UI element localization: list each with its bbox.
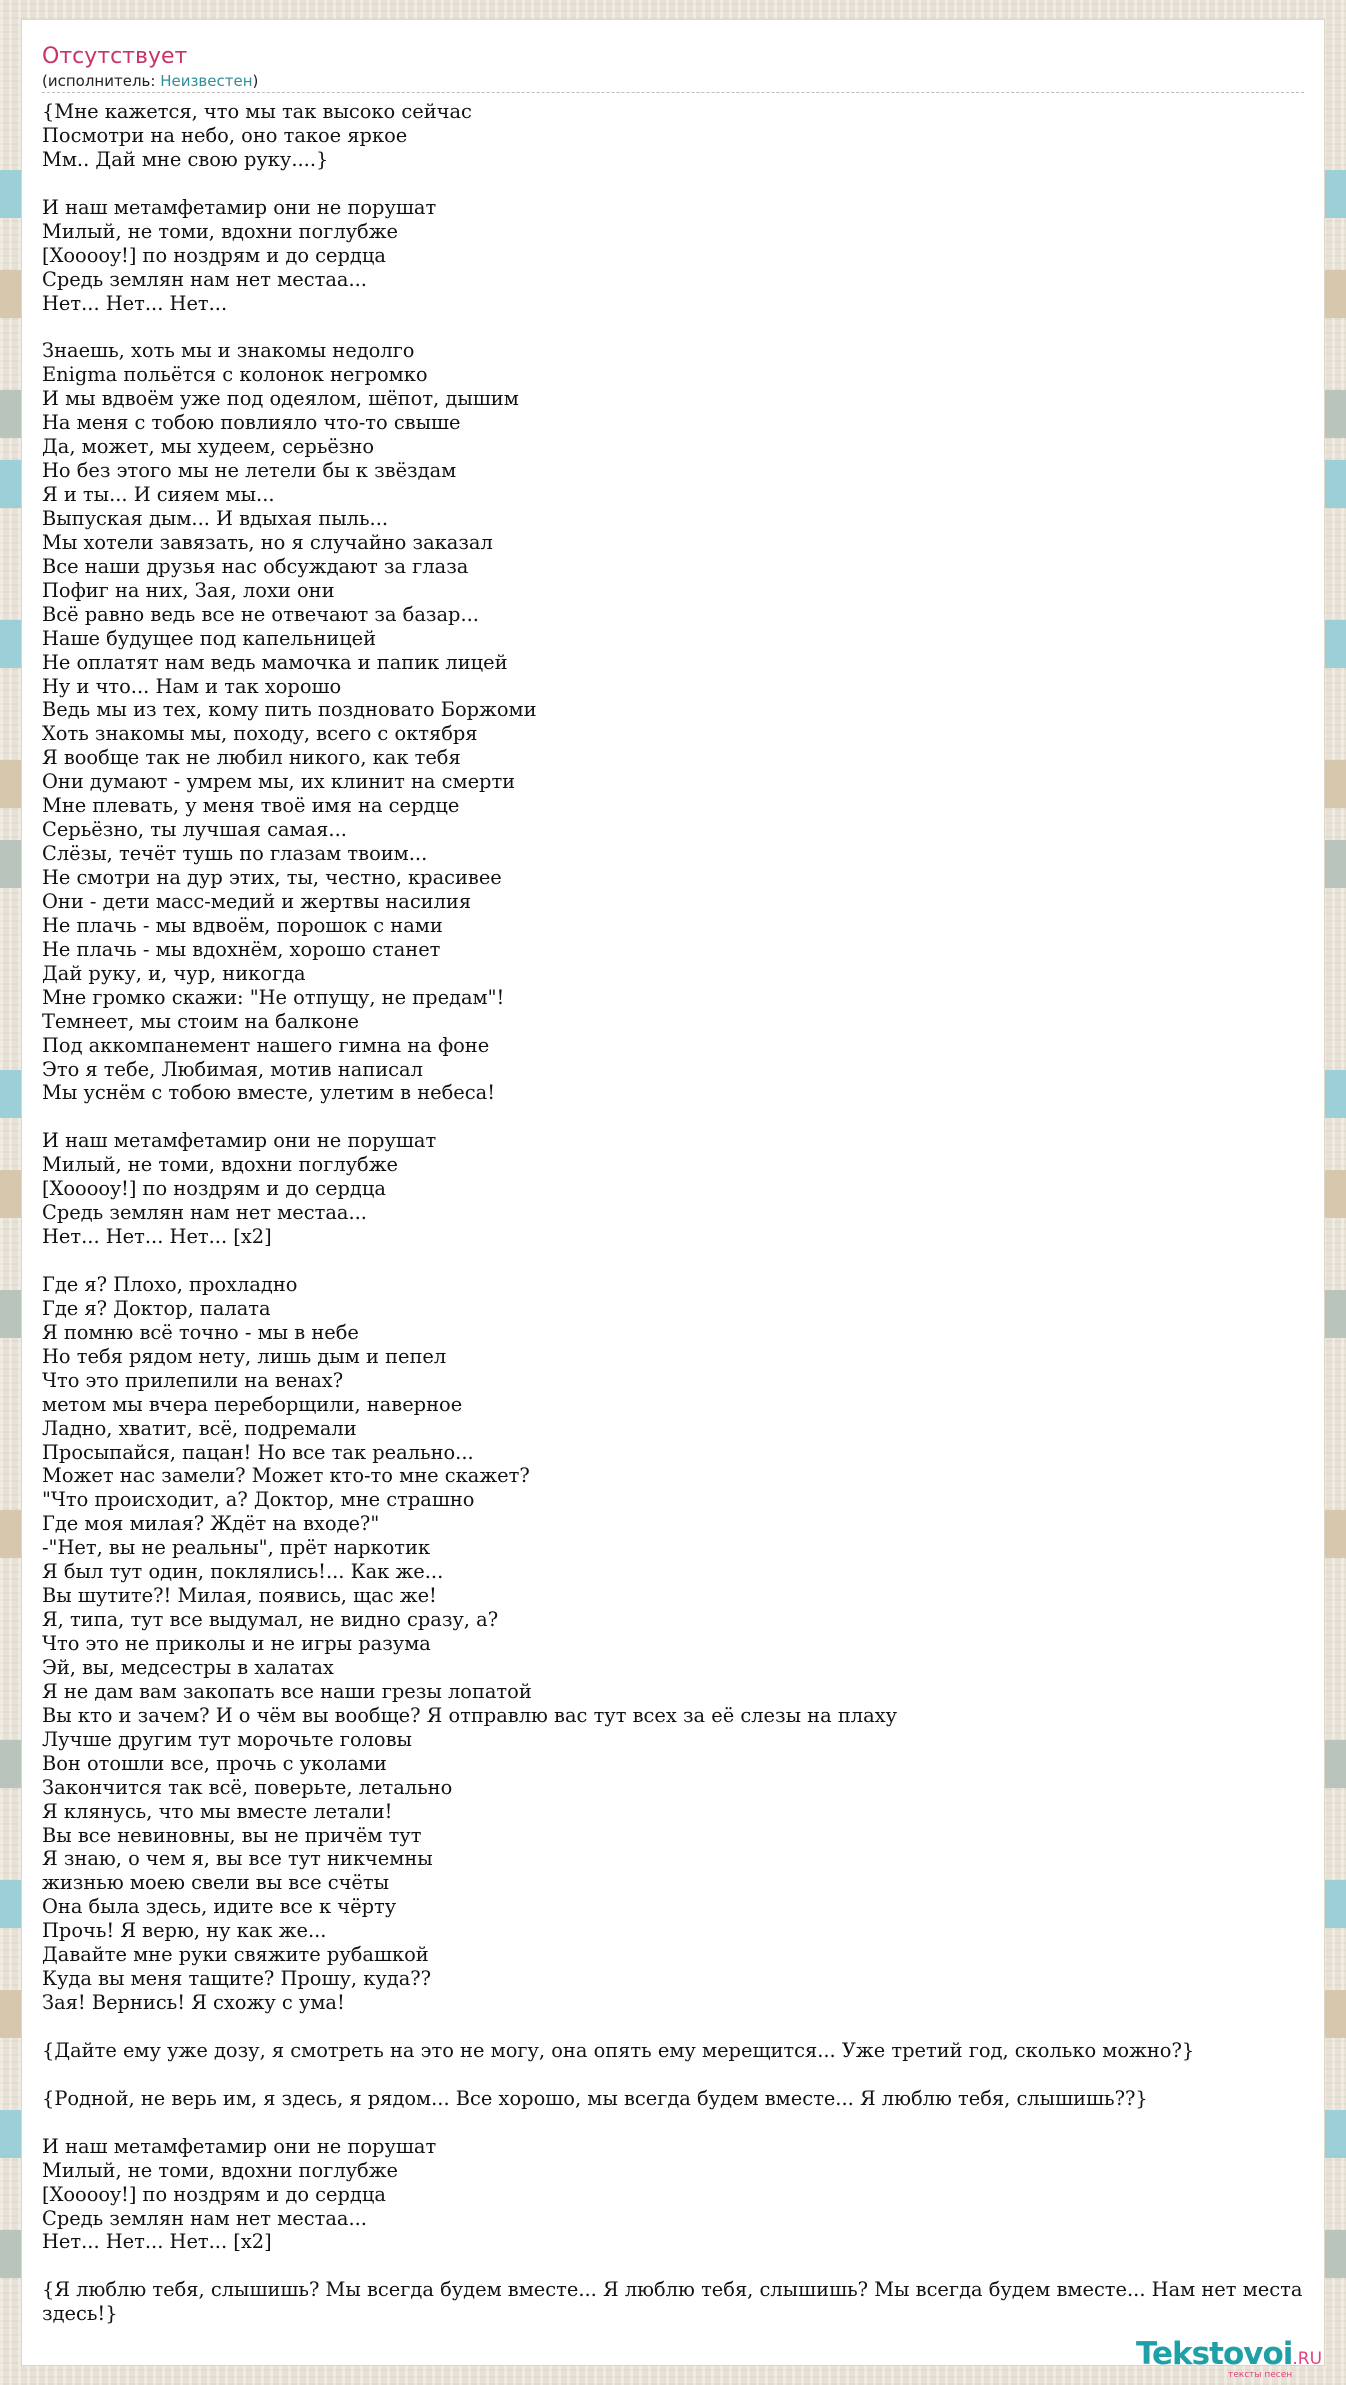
lyric-blank-line [42,315,1332,339]
lyric-line: Хоть знакомы мы, походу, всего с октября [42,722,478,746]
lyric-line: Ведь мы из тех, кому пить поздновато Боржоми [42,698,537,722]
lyric-line: {Я люблю тебя, слышишь? Мы всегда будем вместе... Я люблю тебя, слышишь? Мы всегда будем вместе... Нам нет места здесь!} [42,2278,1309,2326]
lyric-line: Я не дам вам закопать все наши грезы лопатой [42,1679,532,1703]
lyric-line: Я, типа, тут все выдумал, не видно сразу, а? [42,1608,499,1632]
lyric-line: Зая! Вернись! Я схожу с ума! [42,1991,345,2015]
lyric-line: Я был тут один, поклялись!... Как же... [42,1560,444,1584]
lyric-line: Но тебя рядом нету, лишь дым и пепел [42,1344,447,1368]
lyric-line: Просыпайся, пацан! Но все так реально... [42,1440,474,1464]
artist-suffix: ) [252,72,259,90]
lyric-line: Я клянусь, что мы вместе летали! [42,1799,393,1823]
lyric-line: Всё равно ведь все не отвечают за базар... [42,602,479,626]
lyric-line: Где моя милая? Ждёт на входе?" [42,1512,380,1536]
lyric-blank-line [42,1249,1332,1273]
lyric-line: Вы все невиновны, вы не причём тут [42,1823,422,1847]
lyric-line: Выпуская дым... И вдыхая пыль... [42,506,389,530]
lyric-line: Не смотри на дур этих, ты, честно, красивее [42,866,502,889]
lyric-line: Они думают - умрем мы, их клинит на смерти [42,770,516,794]
lyric-line: Все наши друзья нас обсуждают за глаза [42,554,469,578]
lyric-line: Это я тебе, Любимая, мотив написал [42,1057,423,1081]
lyric-line: Наше будущее под капельницей [42,626,377,650]
lyric-line: И наш метамфетамир они не порушат [42,2134,437,2158]
lyric-line: Закончится так всё, поверьте, летально [42,1775,453,1799]
song-title: Отсутствует [42,44,188,69]
lyric-line: {Родной, не верь им, я здесь, я рядом... Все хорошо, мы всегда будем вместе... Я люблю тебя, слышишь??} [42,2086,1148,2110]
lyric-line: И наш метамфетамир они не порушат [42,195,437,219]
lyric-line: Вон отошли все, прочь с уколами [42,1751,387,1775]
lyric-line: Мне плевать, у меня твоё имя на сердце [42,794,460,818]
lyric-line: {Дайте ему уже дозу, я смотреть на это не могу, она опять ему мерещится... Уже третий год, сколько можно?} [42,2038,1195,2062]
lyric-line: [Хоoooy!] по ноздрям и до сердца [42,2182,386,2206]
lyric-blank-line [42,172,1332,196]
lyric-line: Давайте мне руки свяжите рубашкой [42,1943,429,1967]
lyric-line: Что это прилепили на венах? [42,1368,344,1392]
logo-name: Tekstovoi [1136,2336,1293,2372]
lyric-line: -"Нет, вы не реальны", прёт наркотик [42,1536,431,1560]
lyric-blank-line [42,2063,1332,2087]
artist-line [42,72,1304,90]
lyric-line: Средь землян нам нет местаа... [42,1201,367,1225]
lyric-line: Я вообще так не любил никого, как тебя [42,746,461,770]
lyric-line: Да, может, мы худеем, серьёзно [42,435,375,459]
lyric-line: Не плачь - мы вдохнём, хорошо станет [42,937,441,961]
lyric-line: Вы шутите?! Милая, появись, щас же! [42,1584,437,1608]
song-header [42,42,1304,93]
lyric-line: Темнеет, мы стоим на балконе [42,1009,359,1033]
lyric-line: Пофиг на них, Зая, лохи они [42,578,335,602]
lyric-line: Я и ты... И сияем мы... [42,483,275,506]
lyric-line: Где я? Плохо, прохладно [42,1272,298,1296]
lyric-line: И наш метамфетамир они не порушат [42,1129,437,1153]
lyric-line: И мы вдвоём уже под одеялом, шёпот, дышим [42,387,519,411]
lyric-line: Вы кто и зачем? И о чём вы вообще? Я отправлю вас тут всех за её слезы на плаху [42,1703,897,1727]
lyric-line: Мы хотели завязать, но я случайно заказал [42,530,493,554]
lyric-line: Они - дети масс-медий и жертвы насилия [42,889,472,913]
lyric-line: Мм.. Дай мне свою руку....} [42,147,329,171]
lyric-line: Знаешь, хоть мы и знакомы недолго [42,339,415,363]
lyric-line: Может нас замели? Может кто-то мне скажет? [42,1464,530,1488]
lyric-line: Мне громко скажи: "Не отпущу, не предам"! [42,985,505,1009]
lyric-line: Нет... Нет... Нет... [x2] [42,2230,272,2254]
lyric-line: метом мы вчера переборщили, наверное [42,1392,463,1416]
lyric-line: Милый, не томи, вдохни поглубже [42,1153,399,1177]
lyric-line: Под аккомпанемент нашего гимна на фоне [42,1033,490,1057]
lyric-line: Ладно, хватит, всё, подремали [42,1416,357,1440]
lyrics-text [42,100,1332,2326]
lyric-line: Нет... Нет... Нет... [42,291,228,315]
lyric-line: На меня с тобою повлияло что-то свыше [42,411,461,435]
content-sheet [22,20,1324,2380]
lyric-blank-line [42,2015,1332,2039]
lyric-line: Она была здесь, идите все к чёрту [42,1895,397,1919]
site-logo[interactable] [1136,2338,1346,2380]
lyric-line: Ну и что... Нам и так хорошо [42,674,342,698]
logo-domain: .RU [1292,2349,1323,2369]
artist-prefix: (исполнитель: [42,72,161,90]
lyric-line: Куда вы меня тащите? Прошу, куда?? [42,1967,432,1991]
lyric-line: Посмотри на небо, оно такое яркое [42,123,408,147]
lyric-blank-line [42,1105,1332,1129]
lyric-line: Нет... Нет... Нет... [x2] [42,1225,272,1249]
lyric-line: {Мне кажется, что мы так высоко сейчас [42,100,472,123]
lyric-blank-line [42,2254,1332,2278]
logo-tagline: тексты песен [1228,2370,1293,2380]
lyric-line: Милый, не томи, вдохни поглубже [42,219,399,243]
lyric-line: Дай руку, и, чур, никогда [42,961,306,985]
lyric-line: Не оплатят нам ведь мамочка и папик лицей [42,650,508,674]
lyric-line: Enigma польётся с колонок негромко [42,363,428,387]
artist-link[interactable]: Неизвестен [160,72,253,90]
lyric-line: Лучше другим тут морочьте головы [42,1727,412,1751]
lyric-line: Не плачь - мы вдвоём, порошок с нами [42,913,443,937]
lyric-line: Средь землян нам нет местаа... [42,2206,367,2230]
lyric-line: [Хоoooy!] по ноздрям и до сердца [42,243,386,267]
lyric-line: Но без этого мы не летели бы к звёздам [42,459,457,483]
lyric-line: Слёзы, течёт тушь по глазам твоим... [42,842,428,866]
lyric-line: Где я? Доктор, палата [42,1296,271,1320]
lyric-line: "Что происходит, а? Доктор, мне страшно [42,1488,475,1512]
lyric-line: Средь землян нам нет местаа... [42,267,367,291]
lyric-line: Серьёзно, ты лучшая самая... [42,818,347,842]
lyric-line: Я помню всё точно - мы в небе [42,1320,359,1344]
lyric-blank-line [42,2111,1332,2135]
lyric-line: Мы уснём с тобою вместе, улетим в небеса! [42,1081,495,1105]
lyric-line: Прочь! Я верю, ну как же... [42,1919,327,1943]
lyric-line: Милый, не томи, вдохни поглубже [42,2158,399,2182]
lyric-line: Я знаю, о чем я, вы все тут никчемны [42,1847,433,1871]
lyric-line: жизнью моею свели вы все счёты [42,1871,390,1895]
lyric-line: Что это не приколы и не игры разума [42,1632,431,1655]
lyric-line: [Хоoooy!] по ноздрям и до сердца [42,1177,386,1201]
lyric-line: Эй, вы, медсестры в халатах [42,1655,334,1679]
